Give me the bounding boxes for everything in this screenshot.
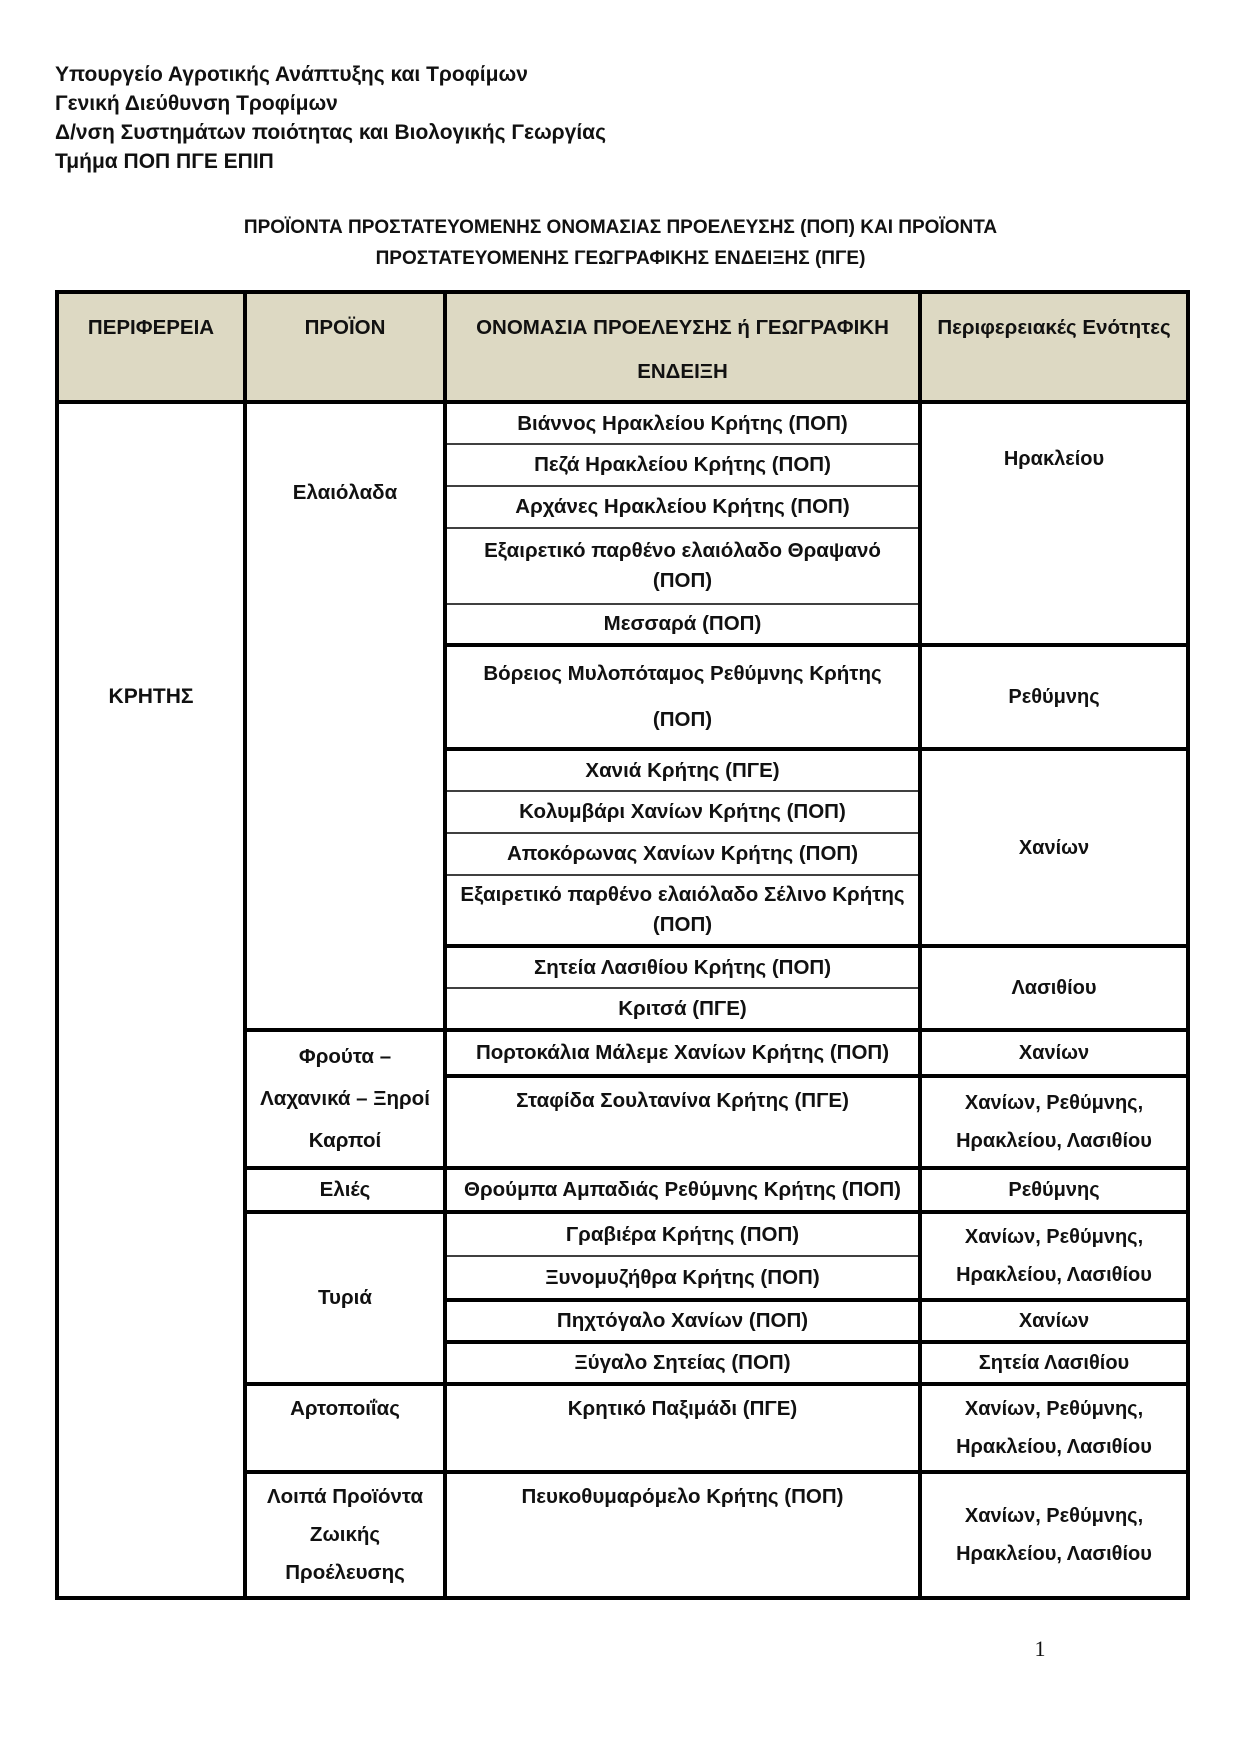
header-line-directorate-general: Γενική Διεύθυνση Τροφίμων (55, 92, 338, 115)
table-cell-regional-units: Χανίων, Ρεθύμνης, Ηρακλείου, Λασιθίου (920, 1076, 1188, 1168)
table-cell-product-name: Θρούμπα Αμπαδιάς Ρεθύμνης Κρήτης (ΠΟΠ) (445, 1168, 920, 1212)
table-row (57, 402, 1188, 444)
table-cell-product-name: Κριτσά (ΠΓΕ) (445, 988, 920, 1030)
table-cell-regional-units: Χανίων, Ρεθύμνης, Ηρακλείου, Λασιθίου (920, 1472, 1188, 1598)
table-cell-regional-units: Ρεθύμνης (920, 645, 1188, 749)
table-cell-product-name: Εξαιρετικό παρθένο ελαιόλαδο Σέλινο Κρήτης (ΠΟΠ) (445, 875, 920, 946)
table-cell-product-name: Βόρειος Μυλοπόταμος Ρεθύμνης Κρήτης (ΠΟΠ) (445, 645, 920, 749)
title-line-1: ΠΡΟΪΟΝΤΑ ΠΡΟΣΤΑΤΕΥΟΜΕΝΗΣ ΟΝΟΜΑΣΙΑΣ ΠΡΟΕΛΕΥΣΗΣ (ΠΟΠ) ΚΑΙ ΠΡΟΪΟΝΤΑ (243, 217, 998, 238)
table-cell-product-name: Εξαιρετικό παρθένο ελαιόλαδο Θραψανό (ΠΟΠ) (445, 528, 920, 604)
header-line-department: Τμήμα ΠΟΠ ΠΓΕ ΕΠΙΠ (55, 150, 274, 173)
column-header-product: ΠΡΟΪΟΝ (245, 292, 445, 402)
table-cell-regional-units: Ηρακλείου (920, 402, 1188, 645)
ministry-header-block (55, 60, 606, 176)
table-cell-product-name: Αρχάνες Ηρακλείου Κρήτης (ΠΟΠ) (445, 486, 920, 528)
table-cell-product-name: Γραβιέρα Κρήτης (ΠΟΠ) (445, 1212, 920, 1256)
column-header-designation: ΟΝΟΜΑΣΙΑ ΠΡΟΕΛΕΥΣΗΣ ή ΓΕΩΓΡΑΦΙΚΗ ΕΝΔΕΙΞΗ (445, 292, 920, 402)
table-cell-regional-units: Χανίων, Ρεθύμνης, Ηρακλείου, Λασιθίου (920, 1212, 1188, 1300)
document-title (55, 212, 1186, 274)
page-number: 1 (1034, 1636, 1046, 1661)
table-cell-product-name: Πηχτόγαλο Χανίων (ΠΟΠ) (445, 1300, 920, 1342)
table-cell-regional-units: Χανίων (920, 1300, 1188, 1342)
table-cell-category-fruits-vegetables-nuts: Φρούτα – Λαχανικά – Ξηροί Καρποί (245, 1030, 445, 1168)
column-header-region: ΠΕΡΙΦΕΡΕΙΑ (57, 292, 245, 402)
table-cell-category-cheeses: Τυριά (245, 1212, 445, 1384)
table-cell-category-other-animal-products: Λοιπά Προϊόντα Ζωικής Προέλευσης (245, 1472, 445, 1598)
table-cell-product-name: Κολυμβάρι Χανίων Κρήτης (ΠΟΠ) (445, 791, 920, 833)
table-cell-product-name: Χανιά Κρήτης (ΠΓΕ) (445, 749, 920, 791)
table-cell-product-name: Αποκόρωνας Χανίων Κρήτης (ΠΟΠ) (445, 833, 920, 875)
pop-pge-products-table (55, 290, 1190, 1600)
column-header-regional-units: Περιφερειακές Ενότητες (920, 292, 1188, 402)
table-cell-category-olives: Ελιές (245, 1168, 445, 1212)
table-cell-regional-units: Χανίων, Ρεθύμνης, Ηρακλείου, Λασιθίου (920, 1384, 1188, 1472)
table-cell-regional-units: Χανίων (920, 749, 1188, 946)
table-cell-regional-units: Χανίων (920, 1030, 1188, 1076)
table-cell-regional-units: Ρεθύμνης (920, 1168, 1188, 1212)
table-cell-regional-units: Σητεία Λασιθίου (920, 1342, 1188, 1384)
table-cell-product-name: Ξύγαλο Σητείας (ΠΟΠ) (445, 1342, 920, 1384)
table-cell-region: ΚΡΗΤΗΣ (57, 402, 245, 1598)
table-cell-product-name: Ξυνομυζήθρα Κρήτης (ΠΟΠ) (445, 1256, 920, 1300)
table-cell-regional-units: Λασιθίου (920, 946, 1188, 1030)
table-cell-product-name: Μεσσαρά (ΠΟΠ) (445, 604, 920, 645)
table-cell-product-name: Σητεία Λασιθίου Κρήτης (ΠΟΠ) (445, 946, 920, 988)
table-cell-product-name: Βιάννος Ηρακλείου Κρήτης (ΠΟΠ) (445, 402, 920, 444)
table-cell-product-name: Κρητικό Παξιμάδι (ΠΓΕ) (445, 1384, 920, 1472)
table-cell-category-bakery: Αρτοποιΐας (245, 1384, 445, 1472)
table-cell-product-name: Πεζά Ηρακλείου Κρήτης (ΠΟΠ) (445, 444, 920, 486)
table-cell-product-name: Πευκοθυμαρόμελο Κρήτης (ΠΟΠ) (445, 1472, 920, 1598)
header-line-ministry: Υπουργείο Αγροτικής Ανάπτυξης και Τροφίμων (55, 63, 528, 86)
title-line-2: ΠΡΟΣΤΑΤΕΥΟΜΕΝΗΣ ΓΕΩΓΡΑΦΙΚΗΣ ΕΝΔΕΙΞΗΣ (ΠΓΕ) (375, 248, 866, 269)
table-cell-product-name: Σταφίδα Σουλτανίνα Κρήτης (ΠΓΕ) (445, 1076, 920, 1168)
table-cell-product-name: Πορτοκάλια Μάλεμε Χανίων Κρήτης (ΠΟΠ) (445, 1030, 920, 1076)
header-line-directorate: Δ/νση Συστημάτων ποιότητας και Βιολογικής Γεωργίας (55, 121, 607, 144)
table-cell-category-olive-oils: Ελαιόλαδα (245, 402, 445, 1030)
